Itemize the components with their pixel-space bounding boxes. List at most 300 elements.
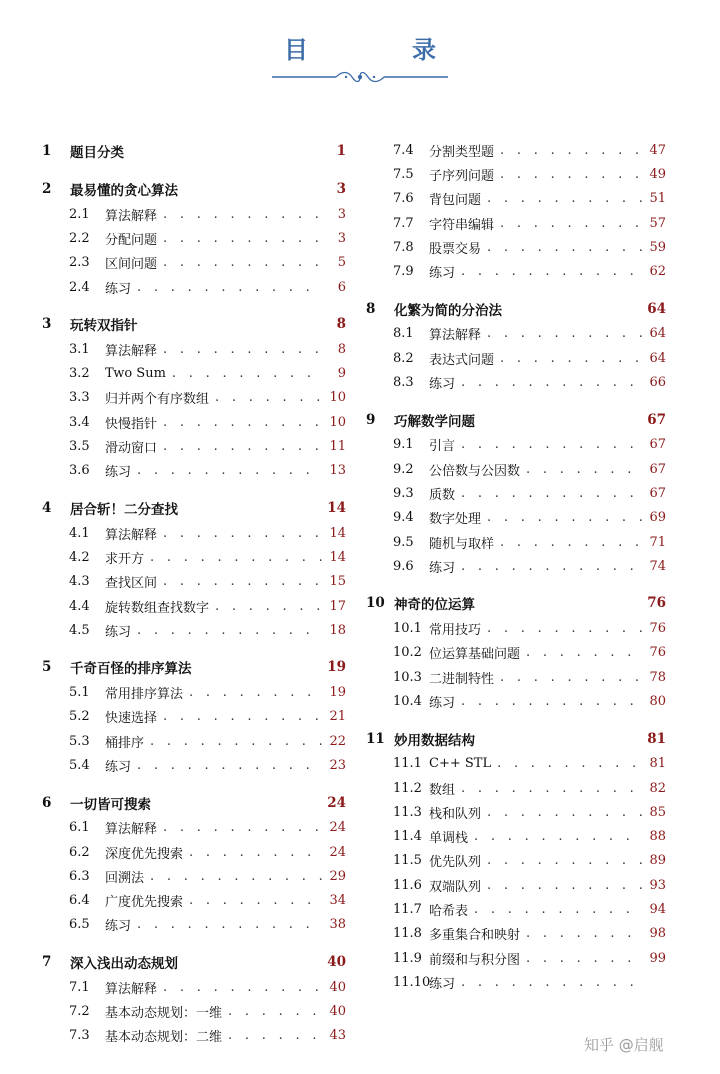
toc-section-entry[interactable] — [42, 337, 346, 361]
chapter-title: 一切皆可搜索 — [70, 796, 151, 813]
leader-dots — [487, 240, 642, 255]
leader-dots — [163, 820, 322, 835]
section-title: 深度优先搜索 — [105, 846, 184, 862]
section-page: 88 — [649, 829, 666, 845]
chapter-gap — [42, 937, 346, 949]
toc-chapter-entry[interactable] — [366, 296, 666, 322]
section-title: 练习 — [105, 281, 132, 297]
chapter-title: 题目分类 — [70, 145, 124, 161]
section-number: 7.1 — [69, 979, 90, 995]
section-page: 19 — [329, 685, 346, 701]
toc-section-entry[interactable] — [366, 346, 666, 370]
section-page: 62 — [649, 264, 666, 280]
leader-dots — [487, 621, 642, 636]
section-page: 67 — [649, 461, 666, 477]
section-number: 4.2 — [69, 549, 90, 565]
section-title: 滑动窗口 — [105, 441, 158, 457]
section-page: 29 — [329, 868, 346, 884]
section-page: 67 — [649, 485, 666, 501]
section-page: 49 — [649, 166, 666, 182]
section-number: 2.3 — [69, 255, 90, 271]
section-title: 位运算基础问题 — [429, 647, 521, 663]
toc-section-entry[interactable] — [42, 840, 346, 864]
section-number: 6.1 — [69, 820, 90, 836]
toc-section-entry[interactable] — [42, 434, 346, 458]
section-page: 78 — [649, 669, 666, 685]
toc-section-entry[interactable] — [42, 386, 346, 410]
leader-dots — [189, 685, 322, 700]
toc-section-entry[interactable] — [42, 226, 346, 250]
leader-dots — [163, 980, 322, 995]
toc-section-entry[interactable] — [366, 970, 666, 994]
toc-section-entry[interactable] — [366, 665, 666, 689]
section-title: 随机与取样 — [429, 536, 495, 552]
section-title: 区间问题 — [105, 257, 158, 273]
toc-section-entry[interactable] — [366, 641, 666, 665]
section-number: 9.1 — [393, 437, 414, 453]
section-title: 练习 — [429, 377, 456, 393]
section-number: 3.4 — [69, 414, 90, 430]
toc-section-entry[interactable] — [42, 729, 346, 753]
leader-dots — [163, 415, 322, 430]
chapter-number: 4 — [42, 499, 52, 516]
section-page: 24 — [329, 844, 346, 860]
toc-section-entry[interactable] — [366, 211, 666, 235]
section-number: 4.1 — [69, 525, 90, 541]
section-number: 11.6 — [393, 877, 422, 893]
section-page: 3 — [337, 230, 346, 246]
section-page: 40 — [329, 1004, 346, 1020]
chapter-title: 千奇百怪的排序算法 — [70, 661, 192, 678]
toc-chapter-entry[interactable] — [366, 726, 666, 752]
toc-section-entry[interactable] — [42, 275, 346, 299]
section-page: 69 — [649, 510, 666, 526]
toc-section-entry[interactable] — [42, 521, 346, 545]
chapter-gap — [42, 778, 346, 790]
section-number: 9.4 — [393, 510, 414, 526]
section-page: 43 — [329, 1028, 346, 1044]
toc-section-entry[interactable] — [366, 897, 666, 921]
chapter-gap — [42, 164, 346, 176]
section-number: 7.6 — [393, 191, 414, 207]
leader-dots — [500, 351, 642, 366]
leader-dots — [487, 853, 642, 868]
section-page: 14 — [329, 525, 346, 541]
toc-section-entry[interactable] — [366, 946, 666, 970]
leader-dots — [137, 917, 322, 932]
section-title: Two Sum — [105, 366, 166, 382]
section-page: 67 — [649, 437, 666, 453]
section-number: 11.9 — [393, 950, 422, 966]
chapter-page: 81 — [647, 730, 666, 747]
leader-dots — [461, 694, 642, 709]
section-title: 二进制特性 — [429, 671, 495, 687]
toc-section-entry[interactable] — [42, 816, 346, 840]
toc-section-entry[interactable] — [366, 873, 666, 897]
section-title: 算法解释 — [429, 328, 482, 344]
toc-chapter-entry[interactable] — [42, 311, 346, 337]
section-number: 5.4 — [69, 757, 90, 773]
leader-dots — [150, 869, 322, 884]
toc-section-entry[interactable] — [42, 889, 346, 913]
section-number: 7.9 — [393, 264, 414, 280]
section-page: 34 — [329, 893, 346, 909]
section-number: 6.4 — [69, 893, 90, 909]
toc-section-entry[interactable] — [42, 680, 346, 704]
section-number: 8.1 — [393, 326, 414, 342]
leader-dots — [137, 623, 322, 638]
section-number: 4.5 — [69, 622, 90, 638]
section-number: 10.2 — [393, 645, 422, 661]
section-number: 2.2 — [69, 230, 90, 246]
section-page: 24 — [329, 820, 346, 836]
leader-dots — [461, 437, 642, 452]
section-title: 桶排序 — [105, 735, 145, 751]
toc-section-entry[interactable] — [42, 594, 346, 618]
chapter-number: 7 — [42, 954, 52, 971]
section-title: 快速选择 — [105, 711, 158, 727]
leader-dots — [137, 280, 322, 295]
toc-section-entry[interactable] — [366, 849, 666, 873]
section-title: 常用排序算法 — [105, 687, 184, 703]
section-number: 7.4 — [393, 142, 414, 158]
toc-section-entry[interactable] — [42, 999, 346, 1023]
section-page: 21 — [329, 709, 346, 725]
toc-section-entry[interactable] — [366, 235, 666, 259]
chapter-title: 神奇的位运算 — [394, 597, 475, 614]
section-title: 算法解释 — [105, 527, 158, 543]
toc-section-entry[interactable] — [42, 913, 346, 937]
toc-section-entry[interactable] — [42, 545, 346, 569]
toc-section-entry[interactable] — [42, 753, 346, 777]
leader-dots — [461, 375, 642, 390]
leader-dots — [500, 143, 642, 158]
section-title: 算法解释 — [105, 208, 158, 224]
section-number: 10.1 — [393, 621, 422, 637]
section-title: 练习 — [105, 919, 132, 935]
section-number: 3.6 — [69, 463, 90, 479]
section-title: 算法解释 — [105, 343, 158, 359]
section-page: 6 — [337, 279, 346, 295]
leader-dots — [150, 550, 322, 565]
section-title: 广度优先搜索 — [105, 895, 184, 911]
section-page: 22 — [329, 733, 346, 749]
section-page: 81 — [649, 756, 666, 772]
section-title: 哈希表 — [429, 904, 469, 920]
leader-dots — [163, 709, 322, 724]
section-number: 6.3 — [69, 868, 90, 884]
toc-section-entry[interactable] — [366, 506, 666, 530]
toc-chapter-entry[interactable] — [366, 590, 666, 616]
toc-section-entry[interactable] — [366, 800, 666, 824]
section-title: 表达式问题 — [429, 352, 495, 368]
leader-dots — [526, 951, 642, 966]
toc-section-entry[interactable] — [42, 202, 346, 226]
leader-dots — [500, 670, 642, 685]
toc-left-column — [42, 138, 346, 1048]
chapter-number: 3 — [42, 316, 52, 333]
section-number: 11.2 — [393, 780, 422, 796]
section-page: 17 — [329, 598, 346, 614]
leader-dots — [500, 167, 642, 182]
section-page: 38 — [329, 917, 346, 933]
toc-section-entry[interactable] — [366, 776, 666, 800]
leader-dots — [461, 264, 642, 279]
toc-section-entry[interactable] — [366, 457, 666, 481]
section-title: 基本动态规划：一维 — [105, 1006, 223, 1022]
section-title: 优先队列 — [429, 855, 482, 871]
toc-section-entry[interactable] — [366, 187, 666, 211]
chapter-number: 2 — [42, 181, 52, 197]
toc-section-entry[interactable] — [366, 616, 666, 640]
chapter-number: 8 — [366, 300, 376, 317]
page-title: 目 录 — [284, 35, 476, 64]
toc-section-entry[interactable] — [42, 705, 346, 729]
section-page: 64 — [649, 350, 666, 366]
section-number: 7.3 — [69, 1028, 90, 1044]
toc-section-entry[interactable] — [42, 361, 346, 385]
toc-section-entry[interactable] — [366, 138, 666, 162]
section-page: 9 — [337, 366, 346, 382]
section-title: 子序列问题 — [429, 168, 495, 184]
chapter-title: 妙用数据结构 — [394, 732, 475, 749]
toc-chapter-entry[interactable] — [42, 949, 346, 975]
chapter-number: 9 — [366, 411, 376, 428]
section-number: 8.3 — [393, 375, 414, 391]
section-page: 40 — [329, 979, 346, 995]
toc-right-column — [366, 138, 666, 995]
toc-section-entry[interactable] — [366, 689, 666, 713]
section-page: 99 — [649, 950, 666, 966]
section-page: 59 — [649, 239, 666, 255]
section-number: 11.3 — [393, 804, 422, 820]
leader-dots — [215, 390, 322, 405]
section-number: 11.5 — [393, 853, 422, 869]
chapter-title: 最易懂的贪心算法 — [70, 183, 178, 199]
chapter-page: 3 — [336, 181, 346, 197]
section-page: 74 — [649, 558, 666, 574]
leader-dots — [228, 1028, 322, 1043]
chapter-title: 深入浅出动态规划 — [70, 956, 178, 973]
leader-dots — [487, 510, 642, 525]
toc-chapter-entry[interactable] — [42, 790, 346, 816]
toc-section-entry[interactable] — [42, 975, 346, 999]
section-title: 练习 — [105, 465, 132, 481]
section-number: 6.5 — [69, 917, 90, 933]
leader-dots — [487, 805, 642, 820]
section-page: 71 — [649, 534, 666, 550]
section-number: 3.2 — [69, 366, 90, 382]
leader-dots — [487, 878, 642, 893]
chapter-gap — [42, 642, 346, 654]
toc-section-entry[interactable] — [366, 825, 666, 849]
section-number: 11.7 — [393, 902, 422, 918]
watermark: 知乎 @启舰 — [584, 1036, 664, 1054]
section-page: 3 — [337, 206, 346, 222]
leader-dots — [461, 975, 642, 990]
section-title: 公倍数与公因数 — [429, 463, 521, 479]
toc-section-entry[interactable] — [42, 410, 346, 434]
toc-section-entry[interactable] — [366, 259, 666, 283]
chapter-page: 40 — [327, 954, 346, 971]
chapter-title: 玩转双指针 — [70, 318, 138, 335]
leader-dots — [189, 893, 322, 908]
section-page: 11 — [329, 439, 346, 455]
section-title: 算法解释 — [105, 822, 158, 838]
toc-section-entry[interactable] — [366, 752, 666, 776]
leader-dots — [461, 559, 642, 574]
toc-section-entry[interactable] — [366, 370, 666, 394]
leader-dots — [163, 231, 322, 246]
section-title: 练习 — [429, 266, 456, 282]
chapter-page: 24 — [327, 794, 346, 811]
leader-dots — [163, 526, 322, 541]
chapter-gap — [42, 483, 346, 495]
toc-section-entry[interactable] — [366, 322, 666, 346]
section-number: 5.2 — [69, 709, 90, 725]
leader-dots — [474, 902, 642, 917]
section-number: 9.3 — [393, 485, 414, 501]
section-title: C++ STL — [429, 756, 492, 772]
section-title: 数组 — [429, 782, 456, 798]
toc-chapter-entry[interactable] — [42, 176, 346, 202]
chapter-number: 1 — [42, 143, 52, 159]
toc-chapter-entry[interactable] — [42, 495, 346, 521]
leader-dots — [137, 463, 322, 478]
chapter-number: 5 — [42, 659, 52, 676]
section-title: 多重集合和映射 — [429, 928, 521, 944]
section-page: 66 — [649, 375, 666, 391]
section-number: 9.5 — [393, 534, 414, 550]
section-number: 10.3 — [393, 669, 422, 685]
toc-section-entry[interactable] — [366, 922, 666, 946]
section-title: 求开方 — [105, 551, 145, 567]
section-number: 2.1 — [69, 206, 90, 222]
leader-dots — [163, 207, 322, 222]
section-page: 76 — [649, 645, 666, 661]
toc-section-entry[interactable] — [366, 162, 666, 186]
chapter-number: 6 — [42, 794, 52, 811]
section-number: 3.5 — [69, 439, 90, 455]
section-page: 82 — [649, 780, 666, 796]
section-page: 15 — [329, 574, 346, 590]
toc-section-entry[interactable] — [42, 1024, 346, 1048]
section-title: 练习 — [105, 759, 132, 775]
leader-dots — [461, 486, 642, 501]
chapter-gap — [366, 578, 666, 590]
chapter-title: 居合斩！二分查找 — [70, 501, 178, 518]
toc-chapter-entry[interactable] — [366, 407, 666, 433]
toc-chapter-entry[interactable] — [42, 138, 346, 164]
section-title: 练习 — [429, 560, 456, 576]
leader-dots — [526, 926, 642, 941]
chapter-title: 巧解数学问题 — [394, 413, 475, 430]
toc-section-entry[interactable] — [42, 618, 346, 642]
section-title: 常用技巧 — [429, 623, 482, 639]
section-title: 数字处理 — [429, 512, 482, 528]
section-number: 11.4 — [393, 829, 422, 845]
section-number: 11.1 — [393, 756, 422, 772]
toc-section-entry[interactable] — [42, 251, 346, 275]
section-page: 85 — [649, 804, 666, 820]
section-title: 算法解释 — [105, 981, 158, 997]
toc-section-entry[interactable] — [42, 570, 346, 594]
toc-section-entry[interactable] — [366, 554, 666, 578]
leader-dots — [228, 1004, 322, 1019]
leader-dots — [526, 645, 642, 660]
toc-section-entry[interactable] — [366, 530, 666, 554]
leader-dots — [500, 216, 642, 231]
toc-section-entry[interactable] — [42, 459, 346, 483]
section-number: 7.8 — [393, 239, 414, 255]
leader-dots — [487, 326, 642, 341]
section-title: 前缀和与积分图 — [429, 952, 521, 968]
section-title: 分配问题 — [105, 232, 158, 248]
toc-section-entry[interactable] — [366, 433, 666, 457]
leader-dots — [474, 829, 642, 844]
section-page: 89 — [649, 853, 666, 869]
leader-dots — [487, 191, 642, 206]
toc-section-entry[interactable] — [366, 481, 666, 505]
section-page: 13 — [329, 463, 346, 479]
toc-section-entry[interactable] — [42, 864, 346, 888]
section-page: 98 — [649, 926, 666, 942]
section-title: 单调栈 — [429, 831, 469, 847]
section-number: 8.2 — [393, 350, 414, 366]
section-number: 5.3 — [69, 733, 90, 749]
leader-dots — [163, 574, 322, 589]
section-page: 80 — [649, 693, 666, 709]
section-title: 查找区间 — [105, 576, 158, 592]
section-number: 4.3 — [69, 574, 90, 590]
section-title: 股票交易 — [429, 241, 482, 257]
section-number: 5.1 — [69, 685, 90, 701]
section-page: 8 — [337, 341, 346, 357]
chapter-gap — [366, 395, 666, 407]
leader-dots — [172, 366, 322, 381]
section-page: 47 — [649, 142, 666, 158]
leader-dots — [137, 758, 322, 773]
section-page: 18 — [329, 622, 346, 638]
section-page: 10 — [329, 390, 346, 406]
section-title: 基本动态规划：二维 — [105, 1030, 223, 1046]
chapter-page: 76 — [647, 595, 666, 612]
chapter-number: 10 — [366, 595, 385, 612]
section-page: 57 — [649, 215, 666, 231]
section-number: 3.3 — [69, 390, 90, 406]
section-number: 7.7 — [393, 215, 414, 231]
section-title: 栈和队列 — [429, 806, 482, 822]
section-title: 旋转数组查找数字 — [105, 600, 210, 616]
section-number: 11.8 — [393, 926, 422, 942]
chapter-gap — [366, 284, 666, 296]
leader-dots — [526, 462, 642, 477]
leader-dots — [215, 599, 322, 614]
section-title: 练习 — [429, 695, 456, 711]
leader-dots — [189, 845, 322, 860]
section-title: 双端队列 — [429, 879, 482, 895]
section-page: 64 — [649, 326, 666, 342]
section-number: 2.4 — [69, 279, 90, 295]
section-page: 5 — [337, 255, 346, 271]
section-title: 背包问题 — [429, 193, 482, 209]
title-ornament — [272, 68, 448, 86]
chapter-title: 化繁为简的分治法 — [394, 302, 502, 319]
toc-chapter-entry[interactable] — [42, 654, 346, 680]
leader-dots — [150, 734, 322, 749]
section-page: 23 — [329, 757, 346, 773]
chapter-gap — [42, 299, 346, 311]
